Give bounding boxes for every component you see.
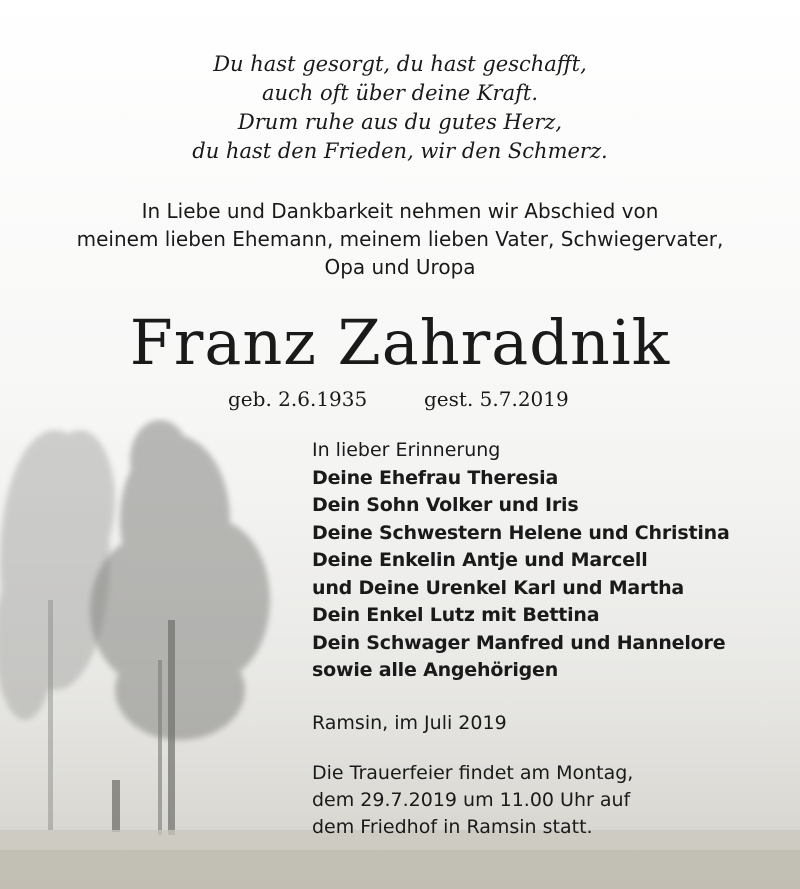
funeral-line: dem Friedhof in Ramsin statt. [312,816,593,838]
death-date: gest. 5.7.2019 [424,387,569,411]
birth-date: geb. 2.6.1935 [228,387,368,411]
mourner-line: Deine Ehefrau Theresia [312,466,559,489]
poem-line: Drum ruhe aus du gutes Herz, [237,110,563,134]
mourner-line: sowie alle Angehörigen [312,659,559,681]
poem-line: auch oft über deine Kraft. [262,81,538,105]
memorial-poem [0,50,800,166]
mourner-line: Deine Enkelin Antje und Marcell [312,549,648,571]
funeral-line: Die Trauerfeier findet am Montag, [312,762,634,784]
place-and-date: Ramsin, im Juli 2019 [312,712,507,734]
mourners-lead: In lieber Erinnerung [312,439,501,461]
mourner-line: Dein Enkel Lutz mit Bettina [312,604,600,626]
funeral-notice [312,760,792,841]
deceased-name: Franz Zahradnik [129,306,671,379]
poem-line: du hast den Frieden, wir den Schmerz. [192,139,608,163]
farewell-text [0,197,800,281]
mourners-list [312,437,792,685]
mourner-line: Deine Schwestern Helene und Christina [312,521,730,544]
farewell-line: Opa und Uropa [324,255,476,279]
farewell-line: In Liebe und Dankbarkeit nehmen wir Abschied von [141,199,659,223]
mourner-line: Dein Schwager Manfred und Hannelore [312,631,726,654]
mourner-line: und Deine Urenkel Karl und Martha [312,576,685,599]
funeral-line: dem 29.7.2019 um 11.00 Uhr auf [312,789,631,811]
poem-line: Du hast gesorgt, du hast geschafft, [213,52,587,76]
farewell-line: meinem lieben Ehemann, meinem lieben Vater, Schwiegervater, [76,227,724,251]
mourner-line: Dein Sohn Volker und Iris [312,494,579,516]
